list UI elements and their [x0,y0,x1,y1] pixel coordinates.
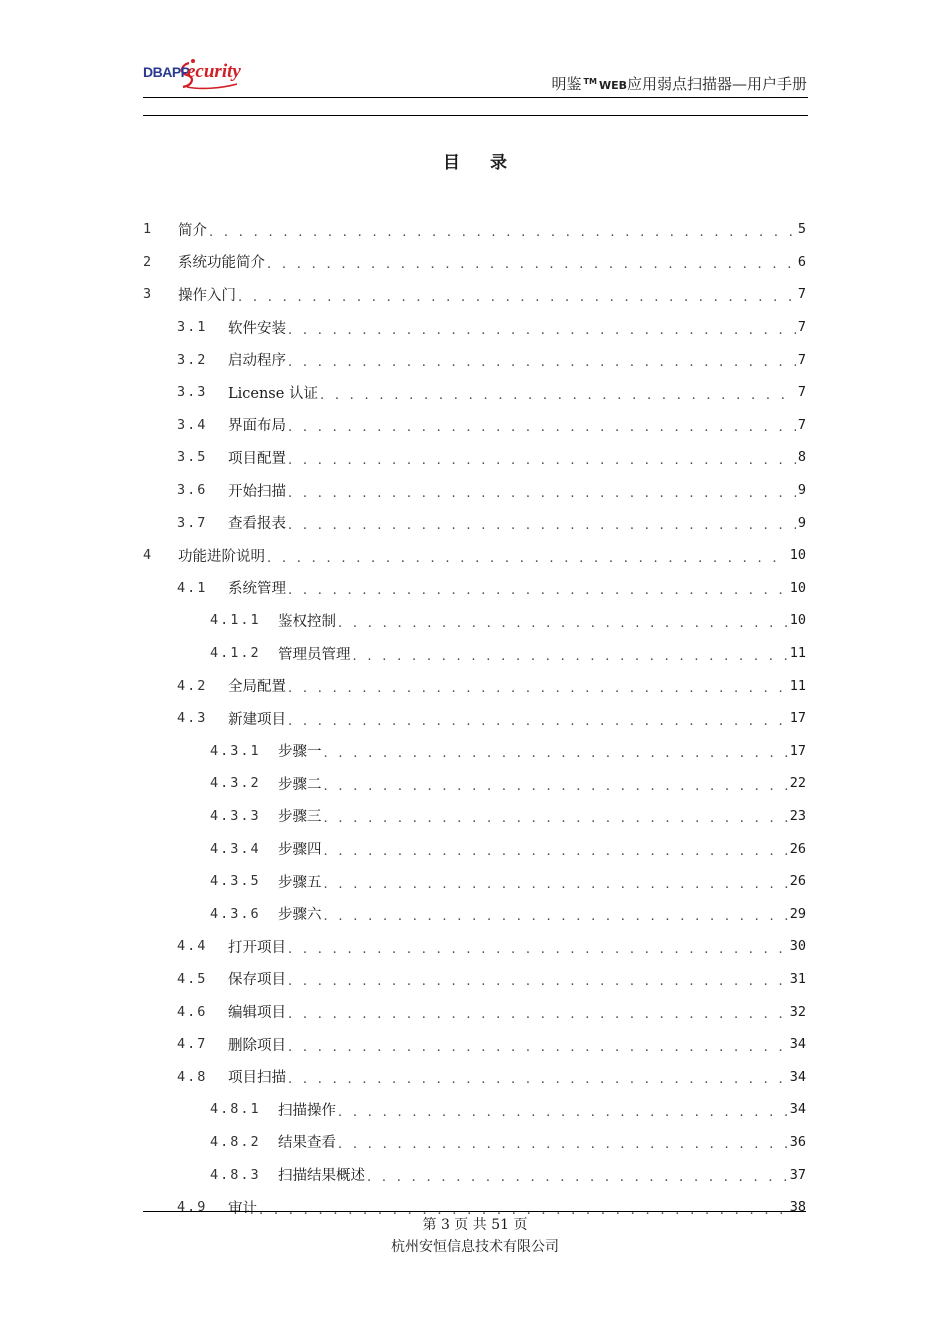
toc-entry-number: 3.5 [177,449,208,466]
toc-entry-label: 步骤三 [278,809,322,826]
toc-entry-number: 4 [143,547,154,564]
toc-entry-number: 1 [143,221,154,238]
toc-leader-dots [338,1105,788,1120]
toc-entry-number: 3 [143,286,154,303]
toc-entry-number: 3.1 [177,319,208,336]
toc-entry-page: 34 [789,1036,806,1053]
toc-entry[interactable] [143,995,806,1028]
toc-entry-page: 26 [789,873,806,890]
toc-entry-page: 32 [789,1003,806,1020]
toc-leader-dots [353,649,788,664]
footer-company: 杭州安恒信息技术有限公司 [391,1239,559,1255]
toc-entry-page: 17 [789,742,806,759]
logo-text-left: DBAPP [143,64,190,80]
toc-entry[interactable] [143,930,806,963]
toc-entry-page: 31 [789,970,806,987]
toc-entry-label: 系统功能简介 [178,255,265,272]
toc-entry-label: 软件安装 [228,320,286,337]
toc-entry[interactable] [143,474,806,507]
toc-leader-dots [288,1072,788,1087]
toc-entry-page: 6 [797,253,806,270]
toc-entry-number: 4.3.1 [210,742,261,759]
toc-entry[interactable] [143,213,806,246]
toc-entry-number: 4.3.5 [210,873,261,890]
toc-entry-label: 删除项目 [228,1037,286,1054]
toc-leader-dots [288,453,796,468]
toc-entry-number: 3.3 [177,384,208,401]
toc-entry-page: 11 [789,677,806,694]
toc-entry-label: 审计 [228,1200,257,1217]
toc-entry-page: 10 [789,579,806,596]
toc-entry[interactable] [143,343,806,376]
toc-entry-page: 23 [789,807,806,824]
toc-leader-dots [238,290,796,305]
toc-entry-number: 4.8.2 [210,1133,261,1150]
toc-entry-page: 22 [789,775,806,792]
toc-entry-label: 管理员管理 [278,646,351,663]
toc-entry-number: 3.4 [177,416,208,433]
toc-leader-dots [324,909,788,924]
toc-entry[interactable] [143,832,806,865]
toc-entry-page: 9 [797,482,806,499]
toc-entry[interactable] [143,865,806,898]
toc-entry-page: 36 [789,1133,806,1150]
toc-entry-page: 11 [789,645,806,662]
toc-entry-label: 保存项目 [228,972,286,989]
toc-entry-number: 4.5 [177,970,208,987]
header-title-web: WEB [598,79,627,92]
toc-entry[interactable] [143,669,806,702]
toc-entry-label: 编辑项目 [228,1005,286,1022]
toc-title: 目录 [443,153,537,173]
toc-entry[interactable] [143,604,806,637]
toc-entry[interactable] [143,1093,806,1126]
toc-leader-dots [367,1170,788,1185]
toc-entry-page: 7 [797,351,806,368]
toc-entry[interactable] [143,800,806,833]
toc-entry[interactable] [143,897,806,930]
toc-entry-page: 30 [789,938,806,955]
toc-entry-number: 4.7 [177,1036,208,1053]
toc-entry-page: 7 [797,286,806,303]
toc-entry-label: 步骤六 [278,907,322,924]
toc-entry[interactable] [143,702,806,735]
toc-entry-label: 全局配置 [228,679,286,696]
toc-entry-page: 5 [797,221,806,238]
toc-entry-label: 扫描结果概述 [278,1168,365,1185]
toc-leader-dots [288,486,796,501]
toc-leader-dots [324,779,788,794]
toc-entry-label: 项目配置 [228,450,286,467]
toc-entry-page: 8 [797,449,806,466]
toc-entry-number: 4.3 [177,710,208,727]
toc-entry-page: 9 [797,514,806,531]
toc-leader-dots [288,355,796,370]
toc-entry-number: 4.3.4 [210,840,261,857]
toc-entry-label: License 认证 [228,385,318,402]
toc-entry-number: 4.6 [177,1003,208,1020]
toc-entry-label: 打开项目 [228,939,286,956]
toc-entry-number: 4.1.2 [210,645,261,662]
toc-entry-label: 结果查看 [278,1135,336,1152]
toc-entry-number: 3.2 [177,351,208,368]
toc-entry[interactable] [143,246,806,279]
toc-entry-number: 4.9 [177,1199,208,1216]
toc-entry[interactable] [143,963,806,996]
toc-entry-label: 步骤五 [278,874,322,891]
toc-leader-dots [324,877,788,892]
toc-leader-dots [288,1007,788,1022]
toc-entry-label: 扫描操作 [278,1102,336,1119]
toc-entry-page: 7 [797,384,806,401]
toc-entry-page: 37 [789,1166,806,1183]
toc-entry-number: 2 [143,253,154,270]
toc-entry[interactable] [143,506,806,539]
toc-leader-dots [288,974,788,989]
toc-entry-label: 新建项目 [228,711,286,728]
header-title-prefix: 明鉴 [551,75,582,93]
toc-entry-number: 4.3.6 [210,905,261,922]
toc-entry-page: 7 [797,416,806,433]
toc-entry-label: 系统管理 [228,581,286,598]
toc-entry-page: 29 [789,905,806,922]
toc-entry-label: 鉴权控制 [278,613,336,630]
table-of-contents [143,213,806,1223]
toc-entry[interactable] [143,278,806,311]
toc-entry-page: 7 [797,319,806,336]
toc-leader-dots [288,681,788,696]
toc-entry-number: 4.4 [177,938,208,955]
toc-leader-dots [288,420,796,435]
toc-entry-number: 4.8.1 [210,1101,261,1118]
footer-page-number: 第 3 页 共 51 页 [422,1217,528,1233]
toc-entry-number: 4.8 [177,1068,208,1085]
header-rule [143,97,808,98]
toc-entry-page: 34 [789,1068,806,1085]
toc-entry-label: 步骤二 [278,776,322,793]
toc-entry[interactable] [143,539,806,572]
toc-leader-dots [288,942,788,957]
toc-entry[interactable] [143,1126,806,1159]
toc-entry-number: 4.1.1 [210,612,261,629]
toc-entry-page: 17 [789,710,806,727]
toc-entry-label: 项目扫描 [228,1070,286,1087]
toc-entry-label: 功能进阶说明 [178,548,265,565]
logo-text-right: ecurity [187,61,241,82]
toc-entry[interactable] [143,1060,806,1093]
toc-leader-dots [288,583,788,598]
toc-entry[interactable] [143,637,806,670]
toc-leader-dots [267,551,788,566]
toc-entry-number: 4.3.2 [210,775,261,792]
toc-entry-number: 4.2 [177,677,208,694]
toc-entry-number: 3.7 [177,514,208,531]
toc-entry-label: 查看报表 [228,516,286,533]
toc-entry-number: 4.8.3 [210,1166,261,1183]
trademark-mark: TM [583,77,597,86]
toc-entry-label: 步骤一 [278,744,322,761]
toc-entry-label: 简介 [178,222,207,239]
toc-entry-label: 启动程序 [228,353,286,370]
toc-leader-dots [338,616,788,631]
toc-leader-dots [324,811,788,826]
toc-leader-dots [324,746,788,761]
toc-leader-dots [209,225,796,240]
header-rule-secondary [143,115,808,116]
toc-entry-page: 38 [789,1199,806,1216]
toc-entry[interactable] [143,409,806,442]
toc-entry-page: 10 [789,547,806,564]
toc-entry-page: 34 [789,1101,806,1118]
toc-leader-dots [288,1040,788,1055]
toc-entry[interactable] [143,1028,806,1061]
toc-entry-label: 界面布局 [228,418,286,435]
toc-entry-label: 开始扫描 [228,483,286,500]
toc-entry-page: 26 [789,840,806,857]
toc-entry-number: 4.3.3 [210,807,261,824]
toc-entry-label: 操作入门 [178,287,236,304]
toc-entry-number: 4.1 [177,579,208,596]
toc-leader-dots [324,844,788,859]
toc-leader-dots [320,388,796,403]
toc-entry[interactable] [143,376,806,409]
header-title-suffix: 应用弱点扫描器—用户手册 [626,75,807,93]
toc-entry[interactable] [143,572,806,605]
toc-entry[interactable] [143,441,806,474]
toc-entry[interactable] [143,735,806,768]
toc-entry[interactable] [143,1158,806,1191]
document-header-title [552,73,808,94]
toc-leader-dots [288,714,788,729]
toc-entry-number: 3.6 [177,482,208,499]
toc-entry-label: 步骤四 [278,842,322,859]
footer-rule [143,1211,806,1212]
toc-entry-page: 10 [789,612,806,629]
toc-entry[interactable] [143,311,806,344]
toc-entry[interactable] [143,767,806,800]
toc-leader-dots [288,518,796,533]
toc-leader-dots [338,1137,788,1152]
toc-leader-dots [288,323,796,338]
toc-leader-dots [267,257,796,272]
